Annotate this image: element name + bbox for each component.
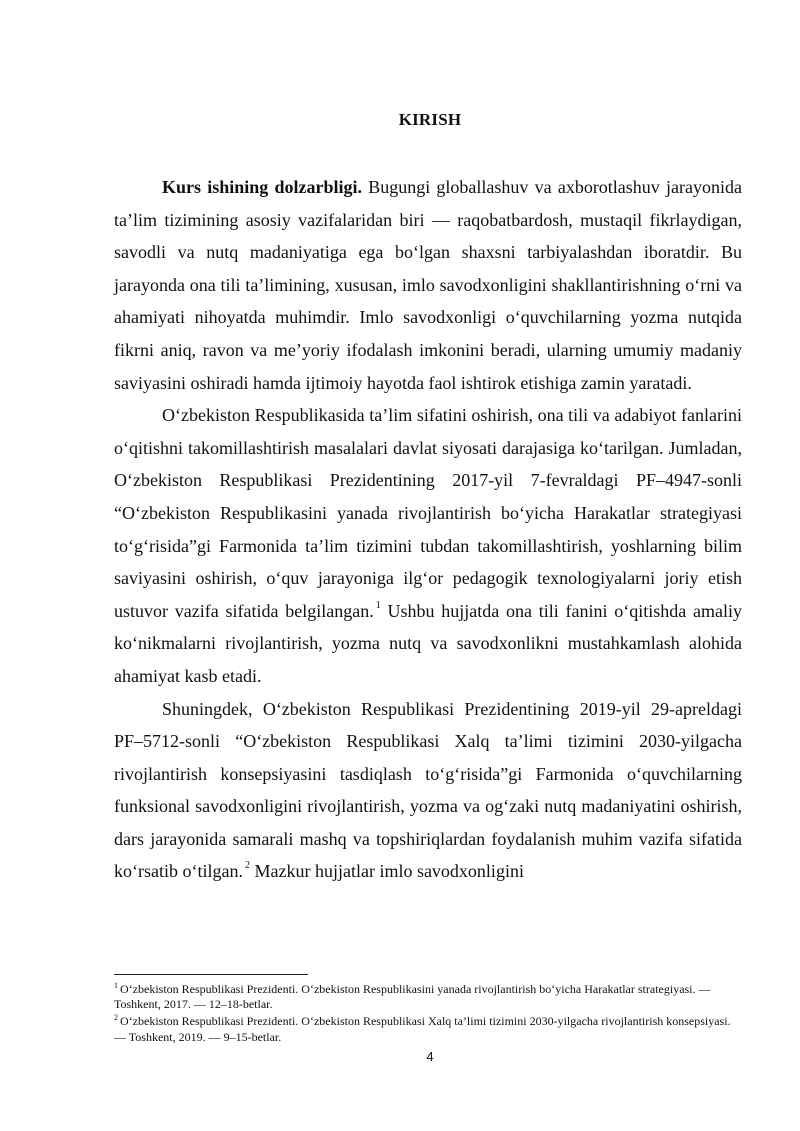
body-text [114,171,742,888]
footnotes [114,982,742,1047]
footnote-text: O‘zbekiston Respublikasi Prezidenti. O‘zbekiston Respublikasini yanada rivojlantirish bo‘yicha Harakatlar strategiyasi. — Toshkent, 2017. — 12–18-betlar. [114,982,711,1012]
paragraph-text: Ushbu hujjatda ona tili fanini o‘qitishda amaliy ko‘nikmalarni rivojlantirish, yozma nutq va savodxonlikni mustahkamlash alohida ahamiyat kasb etadi. [114,600,743,686]
footnote-number: 2 [114,1013,118,1023]
footnote-reference[interactable]: 2 [244,860,250,872]
footnote-item [114,982,742,1012]
footnote-number: 1 [114,981,118,990]
footnote-separator [114,974,308,975]
paragraph-text: Mazkur hujjatlar imlo savodxonligini [249,861,524,882]
paragraph-state-policy [114,399,742,692]
section-heading: KIRISH [398,110,462,129]
paragraph-lead: Kurs ishining dolzarbligi. [162,177,362,197]
footnote-text: O‘zbekiston Respublikasi Prezidenti. O‘zbekiston Respublikasi Xalq ta’limi tizimini 2030-yilgacha rivojlantirish konsepsiyasi. — Toshkent, 2019. — 9–15-betlar. [114,1014,731,1044]
paragraph-text: O‘zbekiston Respublikasida ta’lim sifatini oshirish, ona tili va adabiyot fanlarini o‘qitishni takomillashtirish masalalari davlat siyosati darajasiga ko‘tarilgan. Jumladan, O‘zbekiston Respublikasi Prezidentining 2017-yil 7-fevraldagi PF–4947-sonli “O‘zbekiston Respublikasini yanada rivojlantirish bo‘yicha Harakatlar strategiyasi to‘g‘risida”gi Farmonida ta’lim tizimini tubdan takomillashtirish, yoshlarning bilim saviyasini oshirish, o‘quv jarayoniga ilg‘or pedagogik texnologiyalarni joriy etish ustuvor vazifa sifatida belgilangan. [114,405,742,621]
paragraph-concept [114,693,742,889]
footnote-reference[interactable]: 1 [375,599,381,611]
paragraph-text: Bugungi globallashuv va axborotlashuv jarayonida ta’lim tizimining asosiy vazifalaridan biri — raqobatbardosh, mustaqil fikrlaydigan, savodli va nutq madaniyatiga ega bo‘lgan shaxsni tarbiyalashdan iboratdir. Bu jarayonda ona tili ta’limining, xususan, imlo savodxonligini shakllantirishning o‘rni va ahamiyati nihoyatda muhimdir. Imlo savodxonligi o‘quvchilarning yozma nutqida fikrni aniq, ravon va me’yoriy ifodalash imkonini beradi, ularning umumiy madaniy saviyasini oshiradi hamda ijtimoiy hayotda faol ishtirok etishiga zamin yaratadi. [114,177,742,393]
paragraph-text: Shuningdek, O‘zbekiston Respublikasi Prezidentining 2019-yil 29-apreldagi PF–5712-sonli “O‘zbekiston Respublikasi Xalq ta’limi tizimini 2030-yilgacha rivojlantirish konsepsiyasini tasdiqlash to‘g‘risida”gi Farmonida o‘quvchilarning funksional savodxonligini rivojlantirish, yozma va og‘zaki nutq madaniyatini oshirish, dars jarayonida samarali mashq va topshiriqlardan foydalanish muhim vazifa sifatida ko‘rsatib o‘tilgan. [114,698,742,882]
paragraph-relevance [114,171,742,399]
page-number: 4 [426,1049,434,1064]
footnote-item [114,1014,742,1044]
